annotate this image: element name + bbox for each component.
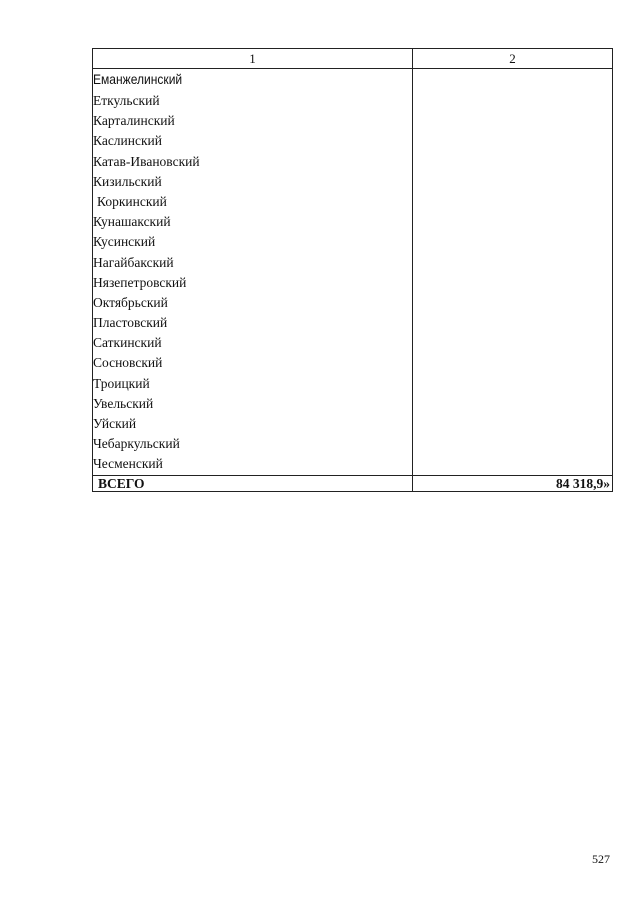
district-list — [93, 69, 413, 476]
district-name: Чесменский — [93, 456, 163, 472]
column-number-1: 1 — [93, 49, 413, 69]
district-name: Нагайбакский — [93, 254, 174, 270]
district-name: Кунашакский — [93, 214, 171, 230]
district-name: Катав-Ивановский — [93, 153, 200, 169]
total-value: 84 318,9» — [413, 475, 613, 491]
district-name: Кусинский — [93, 234, 156, 250]
values-column — [413, 69, 613, 476]
district-name: Кизильский — [93, 173, 162, 189]
district-name: Карталинский — [93, 113, 175, 129]
district-name: Каслинский — [93, 133, 162, 149]
column-number-2: 2 — [413, 49, 613, 69]
district-name: Саткинский — [93, 335, 162, 351]
district-name: Сосновский — [93, 355, 163, 371]
district-name: Коркинский — [97, 193, 167, 209]
district-name: Чебаркульский — [93, 436, 180, 452]
total-row — [93, 475, 613, 491]
district-name: Еманжелинский — [93, 71, 183, 87]
district-name: Троицкий — [93, 375, 150, 391]
column-number-row — [93, 49, 613, 69]
district-name: Нязепетровский — [93, 274, 187, 290]
district-name: Уйский — [93, 416, 137, 431]
district-name: Октябрьский — [93, 294, 168, 310]
districts-table — [92, 48, 613, 492]
district-name: Увельский — [93, 395, 154, 411]
page-number: 527 — [592, 852, 610, 866]
district-name: Пластовский — [93, 315, 168, 331]
total-label: ВСЕГО — [93, 475, 413, 491]
district-name: Еткульский — [93, 93, 160, 108]
